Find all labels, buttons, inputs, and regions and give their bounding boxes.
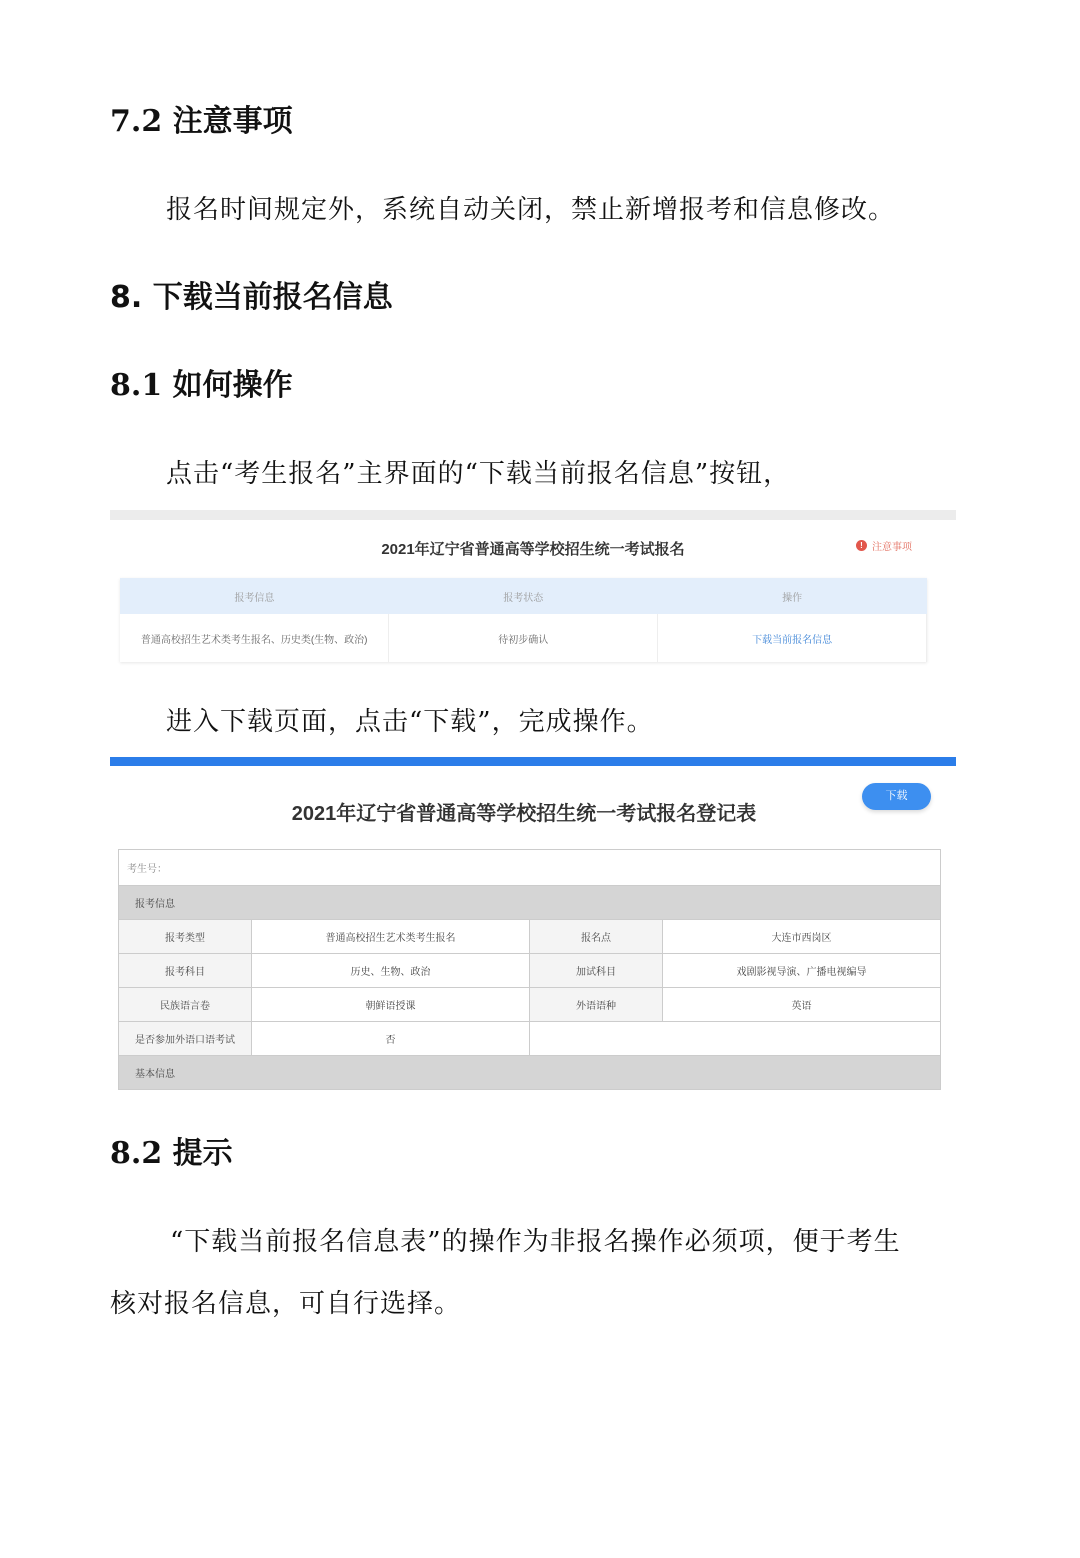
table-header (120, 578, 927, 614)
cell-status: 待初步确认 (389, 614, 658, 662)
download-button[interactable]: 下载 (862, 783, 931, 810)
paragraph-8-2-line2: 核对报名信息，可自行选择。 (110, 1289, 462, 1319)
section-header: 基本信息 (119, 1056, 941, 1090)
field-value: 历史、生物、政治 (252, 954, 530, 988)
table-row (120, 614, 927, 662)
field-value: 朝鲜语授课 (252, 988, 530, 1022)
alert-icon: ! (856, 540, 867, 551)
candidate-no-label: 考生号： (119, 850, 941, 886)
field-label: 民族语言卷 (119, 988, 252, 1022)
field-label: 是否参加外语口语考试 (119, 1022, 252, 1056)
field-label: 报考科目 (119, 954, 252, 988)
registration-table (120, 578, 927, 662)
field-value: 否 (252, 1022, 530, 1056)
header-cell: 报考状态 (389, 578, 658, 614)
field-label: 报考类型 (119, 920, 252, 954)
field-label: 报名点 (530, 920, 663, 954)
table-row (119, 1022, 941, 1056)
table-row (119, 954, 941, 988)
heading-8: 8. 下载当前报名信息 (110, 280, 393, 315)
download-info-link[interactable]: 下载当前报名信息 (658, 614, 927, 662)
top-band (110, 510, 956, 520)
form-table (118, 849, 941, 1090)
heading-7-2: 7.2 注意事项 (110, 104, 293, 139)
registration-title: 2021年辽宁省普通高等学校招生统一考试报名 (381, 541, 685, 558)
top-bar (110, 757, 956, 766)
paragraph-8-1-b: 进入下载页面，点击“下载”，完成操作。 (166, 707, 654, 737)
paragraph-7-2: 报名时间规定外，系统自动关闭，禁止新增报考和信息修改。 (166, 195, 896, 225)
notice-label: 注意事项 (872, 542, 912, 553)
table-row (119, 988, 941, 1022)
table-row (119, 920, 941, 954)
field-label: 加试科目 (530, 954, 663, 988)
empty-cell (530, 1022, 941, 1056)
field-value: 大连市西岗区 (663, 920, 941, 954)
section-header: 报考信息 (119, 886, 941, 920)
field-value: 普通高校招生艺术类考生报名 (252, 920, 530, 954)
cell-info: 普通高校招生艺术类考生报名、历史类(生物、政治) (120, 614, 389, 662)
header-cell: 报考信息 (120, 578, 389, 614)
registration-screenshot (110, 510, 956, 668)
field-label: 外语语种 (530, 988, 663, 1022)
field-value: 英语 (663, 988, 941, 1022)
field-value: 戏剧影视导演、广播电视编导 (663, 954, 941, 988)
notice-link[interactable] (856, 538, 912, 553)
header-cell: 操作 (658, 578, 927, 614)
paragraph-8-2-line1: “下载当前报名信息表”的操作为非报名操作必须项，便于考生 (170, 1227, 901, 1257)
heading-8-2: 8.2 提示 (110, 1136, 233, 1171)
paragraph-8-1-a: 点击“考生报名”主界面的“下载当前报名信息”按钮， (166, 459, 791, 489)
heading-8-1: 8.1 如何操作 (110, 368, 293, 403)
registration-form-screenshot (110, 757, 956, 1097)
form-title: 2021年辽宁省普通高等学校招生统一考试报名登记表 (291, 803, 757, 825)
